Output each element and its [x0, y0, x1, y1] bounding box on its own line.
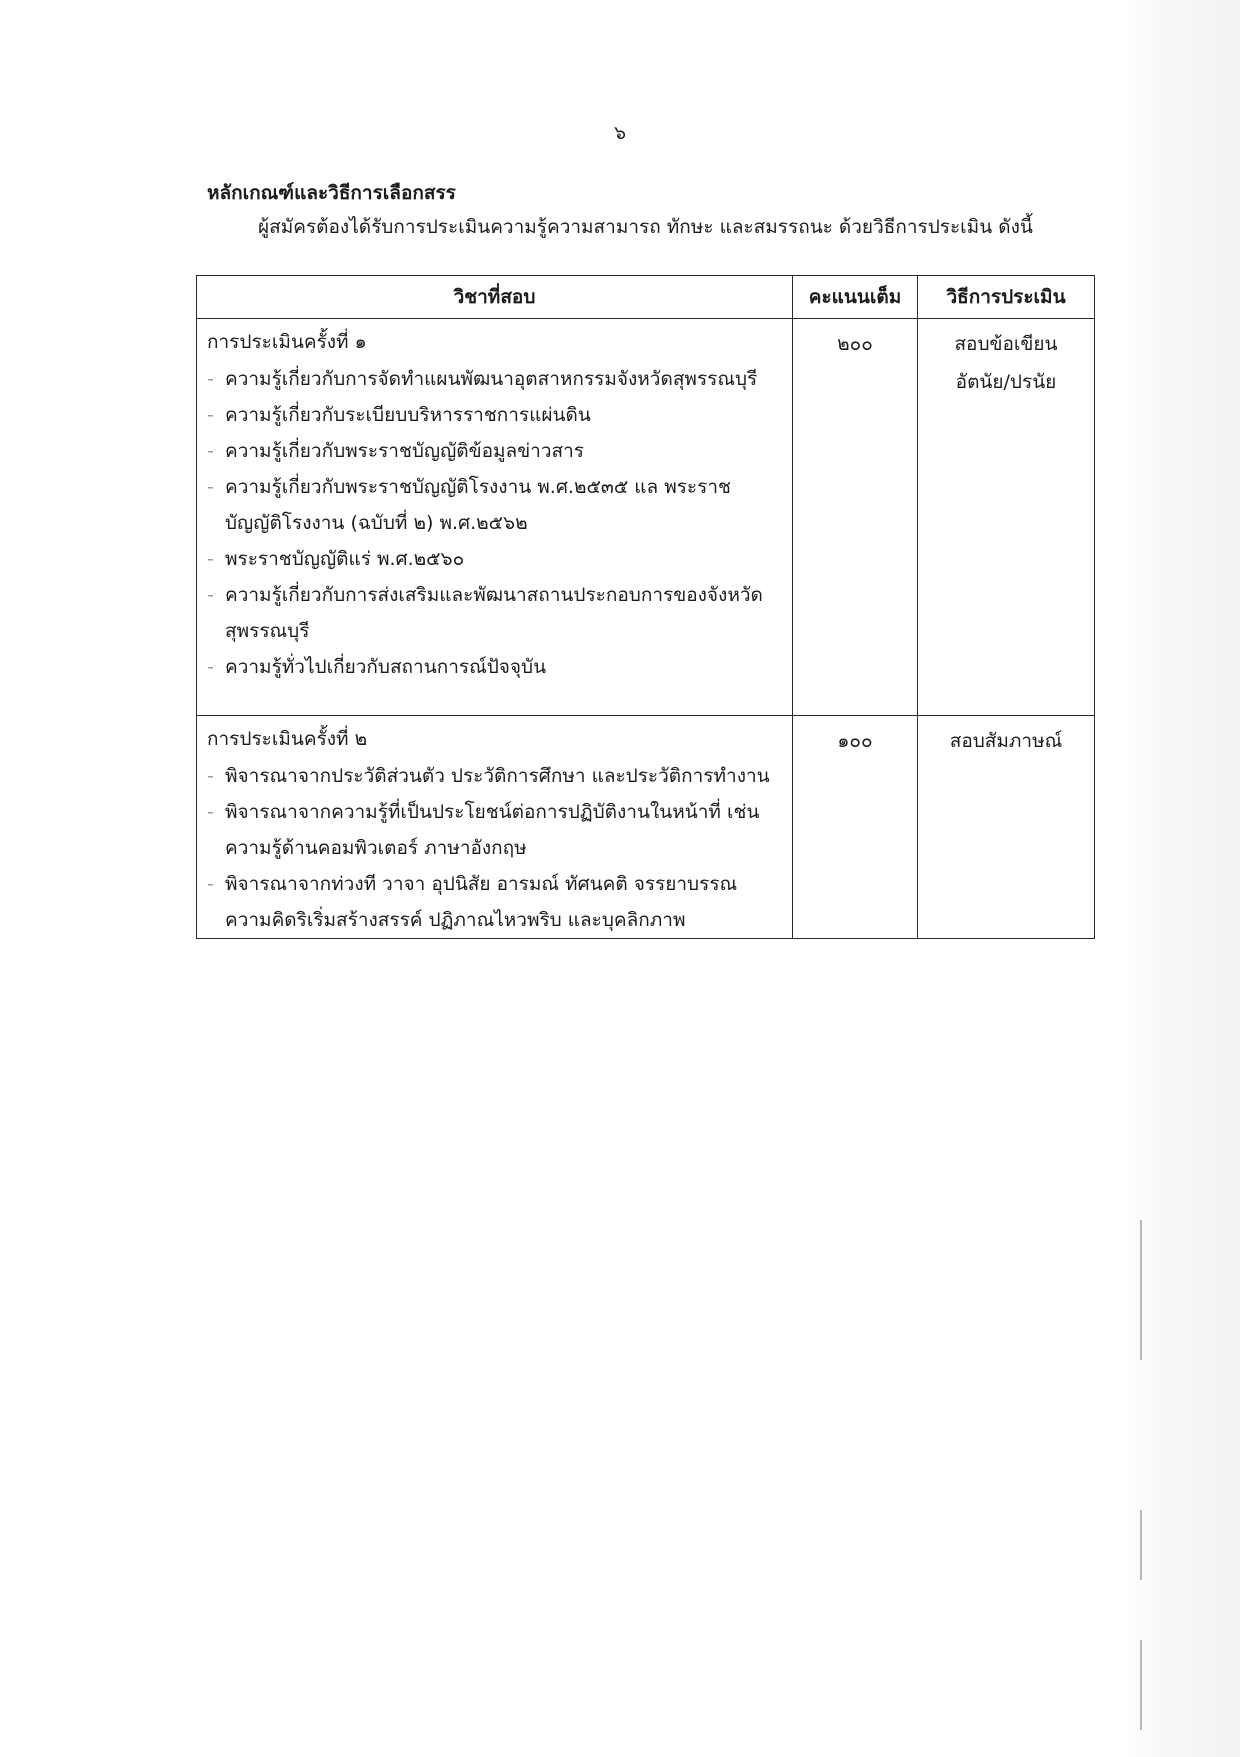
- list-item: - ความรู้เกี่ยวกับการส่งเสริมและพัฒนาสถานประกอบการของจังหวัดสุพรรณบุรี: [207, 577, 784, 649]
- subject-cell: [197, 716, 793, 939]
- subject-list: [207, 361, 784, 685]
- score-cell: ๑๐๐: [793, 716, 918, 939]
- method-line: สอบข้อเขียน: [954, 333, 1058, 355]
- subject-cell: [197, 319, 793, 716]
- list-item: - พิจารณาจากท่วงที วาจา อุปนิสัย อารมณ์ ทัศนคติ จรรยาบรรณ ความคิดริเริ่มสร้างสรรค์ ปฏิภาณไหวพริบ และบุคลิกภาพ: [207, 866, 784, 938]
- table-header-row: [197, 276, 1095, 319]
- subject-list: [207, 758, 784, 938]
- method-line: อัตนัย/ปรนัย: [955, 371, 1057, 393]
- section-heading: หลักเกณฑ์และวิธีการเลือกสรร: [207, 182, 456, 204]
- table-row-round-1: [197, 319, 1095, 716]
- list-item: - ความรู้เกี่ยวกับระเบียบบริหารราชการแผ่นดิน: [207, 397, 784, 433]
- list-item: - พระราชบัญญัติแร่ พ.ศ.๒๕๖๐: [207, 541, 784, 577]
- list-item: - พิจารณาจากประวัติส่วนตัว ประวัติการศึกษา และประวัติการทำงาน: [207, 758, 784, 794]
- method-cell: [918, 319, 1095, 716]
- header-subject: วิชาที่สอบ: [197, 276, 793, 319]
- list-item: - ความรู้ทั่วไปเกี่ยวกับสถานการณ์ปัจจุบัน: [207, 649, 784, 685]
- scan-edge-mark: [1140, 1220, 1142, 1360]
- round-title: การประเมินครั้งที่ ๒: [207, 728, 368, 750]
- list-item: - ความรู้เกี่ยวกับพระราชบัญญัติโรงงาน พ.ศ.๒๕๓๕ แล พระราชบัญญัติโรงงาน (ฉบับที่ ๒) พ.ศ.๒๕๖๒: [207, 469, 784, 541]
- method-line: สอบสัมภาษณ์: [949, 730, 1063, 752]
- list-item: - ความรู้เกี่ยวกับการจัดทำแผนพัฒนาอุตสาหกรรมจังหวัดสุพรรณบุรี: [207, 361, 784, 397]
- header-method: วิธีการประเมิน: [918, 276, 1095, 319]
- selection-criteria-table: [196, 275, 1095, 939]
- table-row-round-2: [197, 716, 1095, 939]
- page-number: ๖: [613, 122, 627, 144]
- score-cell: ๒๐๐: [793, 319, 918, 716]
- list-item: - พิจารณาจากความรู้ที่เป็นประโยชน์ต่อการปฏิบัติงานในหน้าที่ เช่น ความรู้ด้านคอมพิวเตอร์ ภาษาอังกฤษ: [207, 794, 784, 866]
- header-score: คะแนนเต็ม: [793, 276, 918, 319]
- method-cell: [918, 716, 1095, 939]
- scan-edge-mark: [1140, 1640, 1142, 1730]
- scanned-page-edge: [1122, 0, 1240, 1757]
- list-item: - ความรู้เกี่ยวกับพระราชบัญญัติข้อมูลข่าวสาร: [207, 433, 784, 469]
- round-title: การประเมินครั้งที่ ๑: [207, 331, 367, 353]
- scan-edge-mark: [1140, 1510, 1142, 1580]
- intro-paragraph: ผู้สมัครต้องได้รับการประเมินความรู้ความสามารถ ทักษะ และสมรรถนะ ด้วยวิธีการประเมิน ดังนี้: [258, 216, 1033, 238]
